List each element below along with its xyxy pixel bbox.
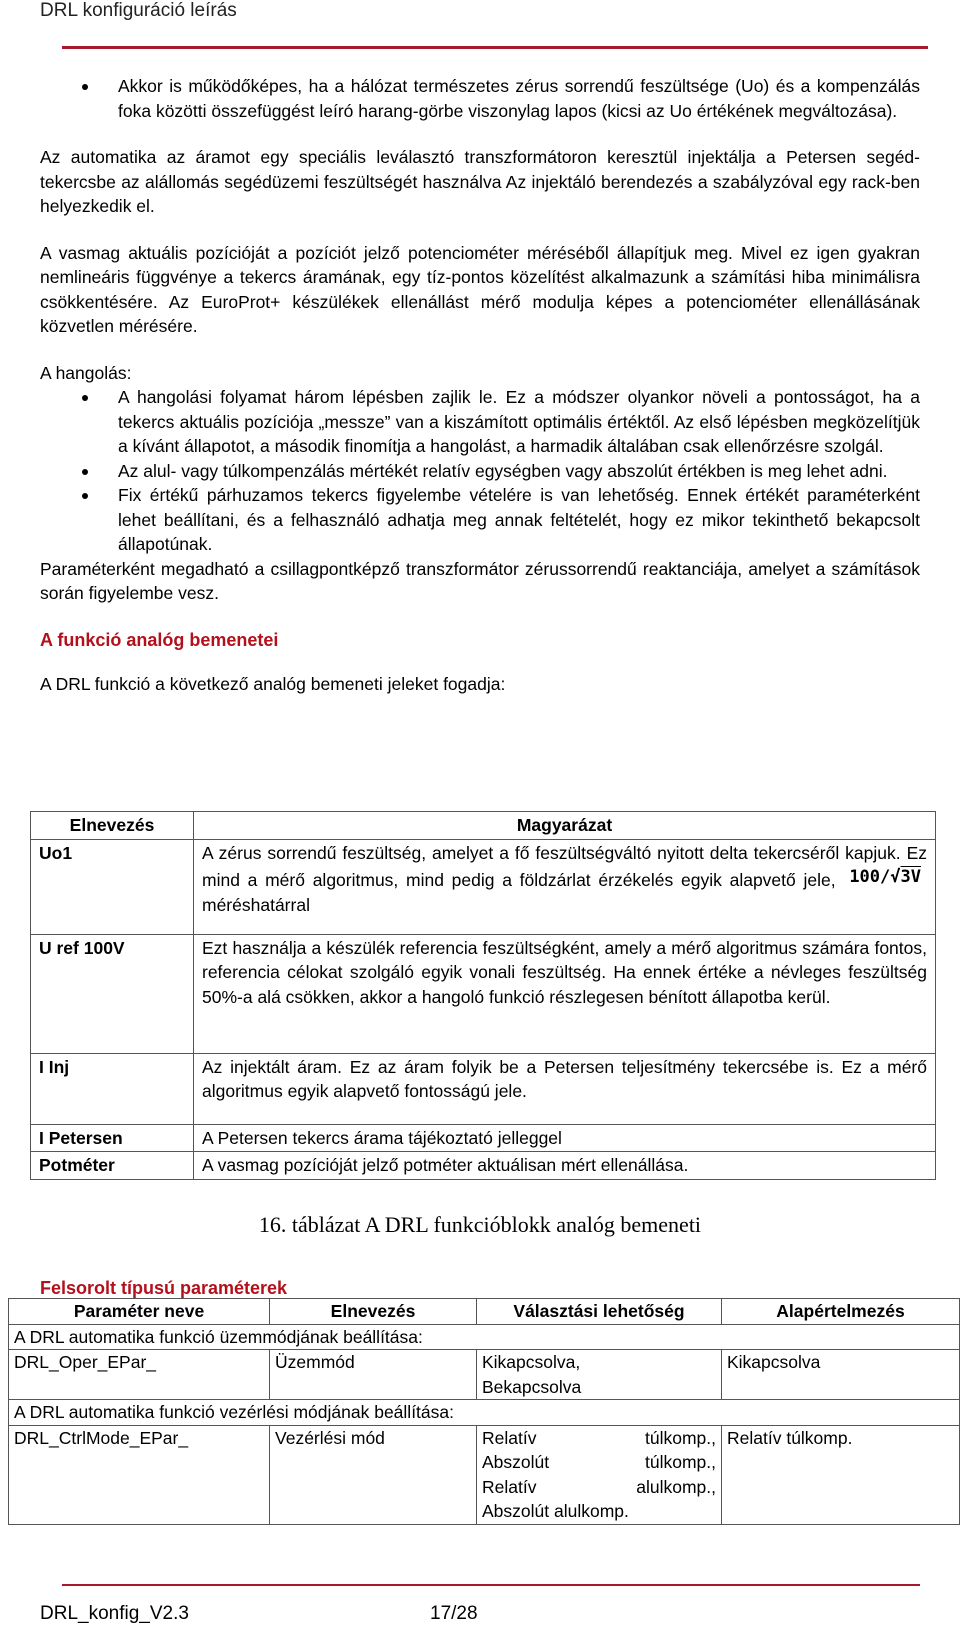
footer-doc-version: DRL_konfig_V2.3: [40, 1603, 189, 1624]
list-item: A hangolási folyamat három lépésben zajlik le. Ez a módszer olyankor növeli a pontosságot, ha a tekercs aktuális pozíciója „messze” van a kiszámított optimális értéktől. Az első lépésben megközelítjük a kívánt állapotot, a második finomítja a hangolást, a harmadik általában csak ellenőrzésre szolgál.: [40, 385, 920, 459]
param-name: Vezérlési mód: [270, 1425, 477, 1524]
page-header-title: DRL konfiguráció leírás: [40, 0, 237, 21]
document-body: [40, 74, 920, 696]
param-default: Kikapcsolva: [722, 1350, 960, 1400]
signal-description: A Petersen tekercs árama tájékoztató jelleggel: [194, 1124, 936, 1152]
option-text: Kikapcsolva,: [482, 1352, 581, 1372]
analog-inputs-table: [30, 811, 936, 1180]
signal-name: I Petersen: [31, 1124, 194, 1152]
signal-description: A vasmag pozícióját jelző potméter aktuálisan mért ellenállása.: [194, 1152, 936, 1180]
param-default: Relatív túlkomp.: [722, 1425, 960, 1524]
section-heading-analog-inputs: A funkció analóg bemenetei: [40, 629, 279, 650]
description-text: A zérus sorrendű feszültség, amelyet a fő feszültségváltó nyitott delta tekercséről kapjuk. Ez mind a mérő algoritmus, mind pedig a földzárlat érzékelés egyik alapvető jele,: [202, 842, 927, 890]
signal-description: Az injektált áram. Ez az áram folyik be a Petersen teljesítmény tekercsébe is. Ez a mérő algoritmus egyik alapvető fontosságú jele.: [194, 1053, 936, 1124]
column-header: Alapértelmezés: [722, 1299, 960, 1325]
table-row: [31, 1124, 936, 1152]
description-text: méréshatárral: [202, 894, 310, 915]
list-item: Akkor is működőképes, ha a hálózat természetes zérus sorrendű feszültsége (Uo) és a kompenzálás foka közötti összefüggést leíró harang-görbe viszonylag lapos (kicsi az Uo értékének megváltozása).: [40, 74, 920, 123]
sqrt-symbol-icon: √: [890, 867, 901, 887]
section-heading-enum-params: Felsorolt típusú paraméterek: [40, 1278, 288, 1298]
column-header: Elnevezés: [31, 812, 194, 840]
signal-description: Ezt használja a készülék referencia feszültségként, amely a mérő algoritmus számára fontos, referencia célokat szolgáló egyik vonali feszültség. Ha ennek értéke a névleges feszültség 50%-a alá csökken, akkor a hangoló funkció részlegesen bénított állapotba kerül.: [194, 934, 936, 1053]
voltage-range-formula: [849, 865, 921, 890]
column-header: Paraméter neve: [9, 1299, 270, 1325]
list-item: Fix értékű párhuzamos tekercs figyelembe vételére is van lehetőség. Ennek értékét paraméterként lehet beállítani, és a felhasználó adhatja meg annak feltételét, hogy ez mikor tekinthető bekapcsolt állapotúnak.: [40, 483, 920, 557]
list-item: Az alul- vagy túlkompenzálás mértékét relatív egységben vagy abszolút értékben is meg lehet adni.: [40, 459, 920, 484]
option-text: Bekapcsolva: [482, 1376, 582, 1397]
table-row: [31, 934, 936, 1053]
paragraph-reactance: Paraméterként megadható a csillagpontképző transzformátor zérussorrendű reaktanciája, amelyet a számítások során figyelembe vesz.: [40, 558, 920, 603]
signal-description: [194, 839, 936, 934]
formula-numerator: 100/: [849, 867, 891, 887]
header-rule: [62, 46, 928, 49]
table-header-row: [9, 1299, 960, 1325]
column-header: Választási lehetőség: [477, 1299, 722, 1325]
option-text: Relatív alulkomp.,: [482, 1476, 716, 1497]
tuning-bullet-list: [40, 385, 920, 557]
table-group-row: [9, 1400, 960, 1426]
group-label: A DRL automatika funkció vezérlési módjának beállítása:: [9, 1400, 960, 1426]
table-caption: 16. táblázat A DRL funkcióblokk analóg bemeneti: [258, 1212, 702, 1237]
param-id: DRL_CtrlMode_EPar_: [9, 1425, 270, 1524]
signal-name: I Inj: [31, 1053, 194, 1124]
table-row: [31, 839, 936, 934]
column-header: Magyarázat: [194, 812, 936, 840]
table-group-row: [9, 1324, 960, 1350]
signal-name: Potméter: [31, 1152, 194, 1180]
column-header: Elnevezés: [270, 1299, 477, 1325]
signal-name: Uo1: [31, 839, 194, 934]
formula-radicand: 3V: [900, 867, 921, 887]
footer-page-number: 17/28: [430, 1603, 478, 1624]
group-label: A DRL automatika funkció üzemmódjának beállítása:: [9, 1324, 960, 1350]
table-row: [31, 1152, 936, 1180]
table-row: [9, 1350, 960, 1400]
enum-parameters-table: [8, 1298, 960, 1525]
param-id: DRL_Oper_EPar_: [9, 1350, 270, 1400]
param-options: [477, 1425, 722, 1524]
param-options: [477, 1350, 722, 1400]
table-row: [9, 1425, 960, 1524]
tuning-label: A hangolás:: [40, 362, 132, 383]
top-bullet-list: [40, 74, 920, 123]
param-name: Üzemmód: [270, 1350, 477, 1400]
paragraph-injection: Az automatika az áramot egy speciális leválasztó transzformátoron keresztül injektálja a Petersen segéd-tekercsbe az alállomás segédüzemi feszültségét használva Az injektáló berendezés a szabályzóval egy rack-ben helyezkedik el.: [40, 147, 920, 216]
paragraph-table-intro: A DRL funkció a következő analóg bemeneti jeleket fogadja:: [40, 673, 506, 694]
table-row: [31, 1053, 936, 1124]
table-header-row: [31, 812, 936, 840]
option-text: Abszolút túlkomp.,: [482, 1452, 716, 1472]
paragraph-core-position: A vasmag aktuális pozícióját a pozíciót jelző potenciométer méréséből állapítjuk meg. Mivel ez igen gyakran nemlineáris függvénye a tekercs áramának, egy tíz-pontos közelítést alkalmazunk a számítási hiba minimálisra csökkentésére. Az EuroProt+ készülékek ellenállást mérő modulja képes a potenciométer ellenállásának közvetlen mérésére.: [40, 242, 920, 336]
option-text: Abszolút alulkomp.: [482, 1501, 629, 1521]
option-text: Relatív túlkomp.,: [482, 1427, 716, 1448]
footer-rule: [62, 1584, 920, 1586]
signal-name: U ref 100V: [31, 934, 194, 1053]
